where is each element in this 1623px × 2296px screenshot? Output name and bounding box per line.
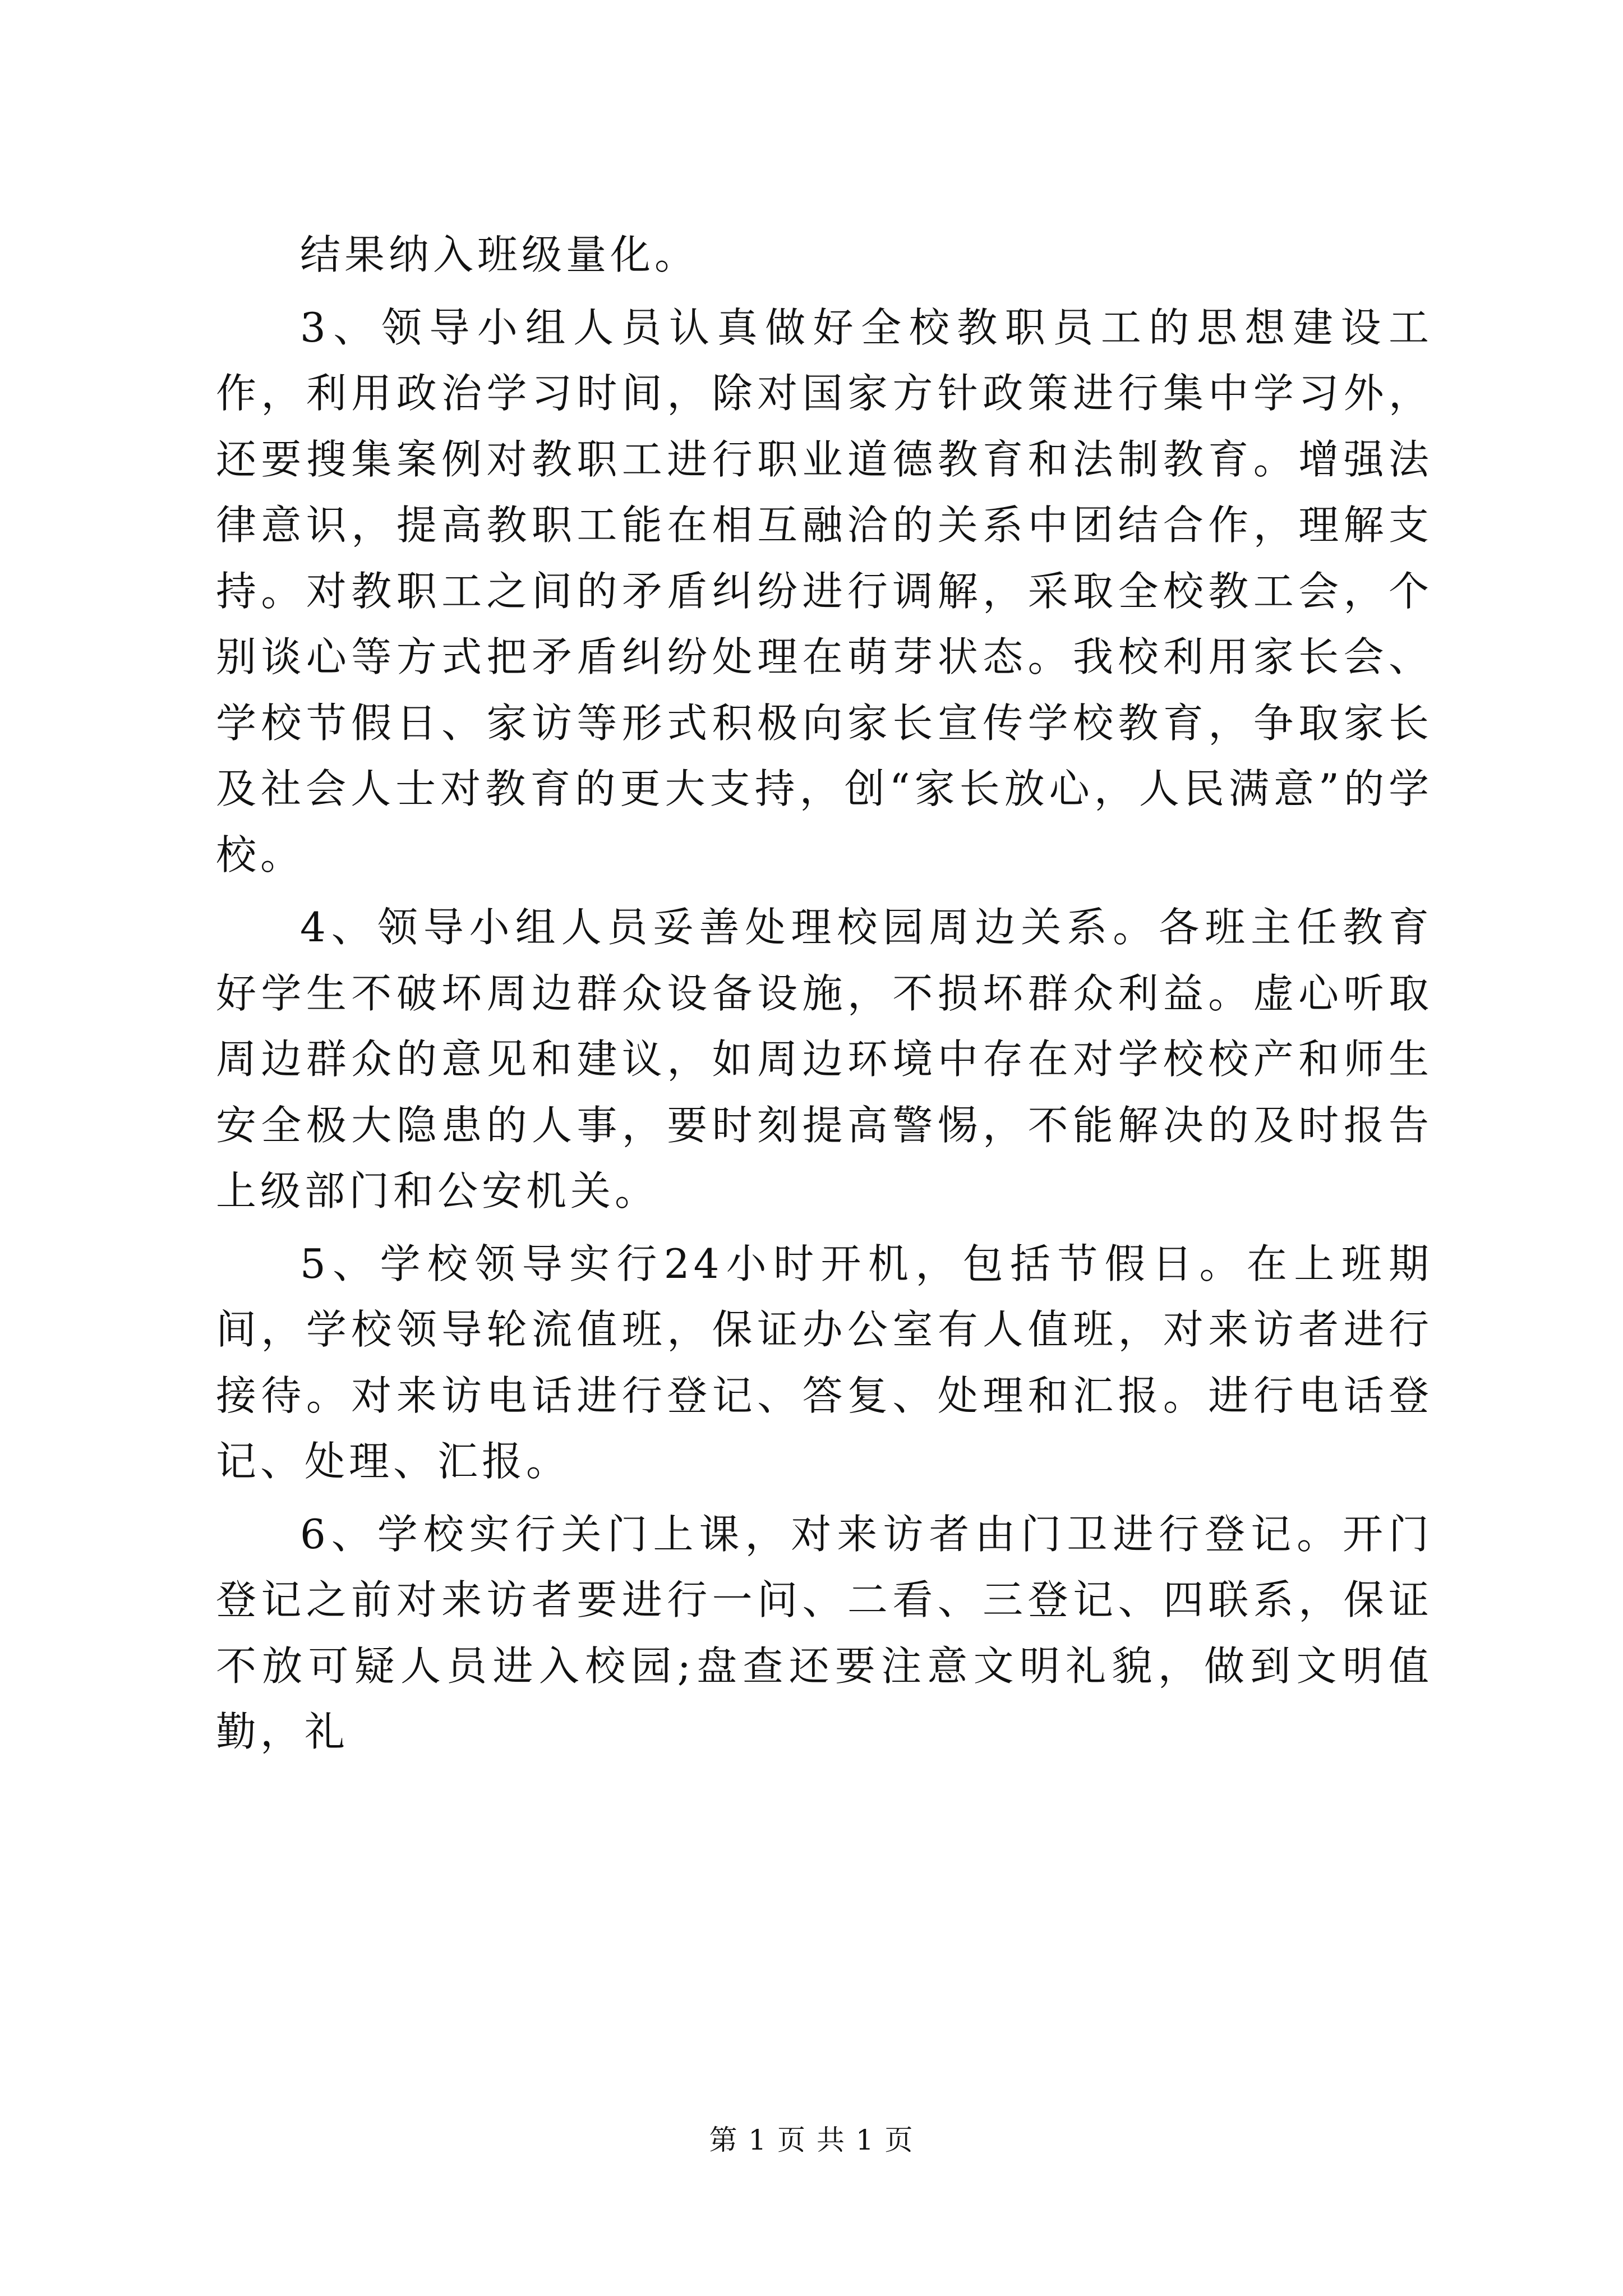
paragraph-continuation: 结果纳入班级量化。 [300, 231, 699, 278]
paragraph-item-4: 4、领导小组人员妥善处理校园周边关系。各班主任教育好学生不破坏周边群众设备设施，不损坏群众利益。虚心听取周边群众的意见和建议，如周边环境中存在对学校校产和师生安全极大隐患的人事，要时刻提高警惕，不能解决的及时报告上级部门和公安机关。 [216, 904, 1433, 1214]
paragraph-item-6: 6、学校实行关门上课，对来访者由门卫进行登记。开门登记之前对来访者要进行一问、二看、三登记、四联系，保证不放可疑人员进入校园;盘查还要注意文明礼貌，做到文明值勤，礼 [216, 1510, 1433, 1755]
paragraph-item-3: 3、领导小组人员认真做好全校教职员工的思想建设工作，利用政治学习时间，除对国家方针政策进行集中学习外，还要搜集案例对教职工进行职业道德教育和法制教育。增强法律意识，提高教职工能在相互融洽的关系中团结合作，理解支持。对教职工之间的矛盾纠纷进行调解，采取全校教工会，个别谈心等方式把矛盾纠纷处理在萌芽状态。我校利用家长会、学校节假日、家访等形式积极向家长宣传学校教育，争取家长及社会人士对教育的更大支持，创“家长放心，人民满意”的学校。 [216, 303, 1433, 878]
paragraph-item-5: 5、学校领导实行24小时开机，包括节假日。在上班期间，学校领导轮流值班，保证办公室有人值班，对来访者进行接待。对来访电话进行登记、答复、处理和汇报。进行电话登记、处理、汇报。 [216, 1240, 1433, 1485]
page-footer: 第 1 页 共 1 页 [709, 2124, 914, 2156]
document-body [216, 222, 1433, 1765]
